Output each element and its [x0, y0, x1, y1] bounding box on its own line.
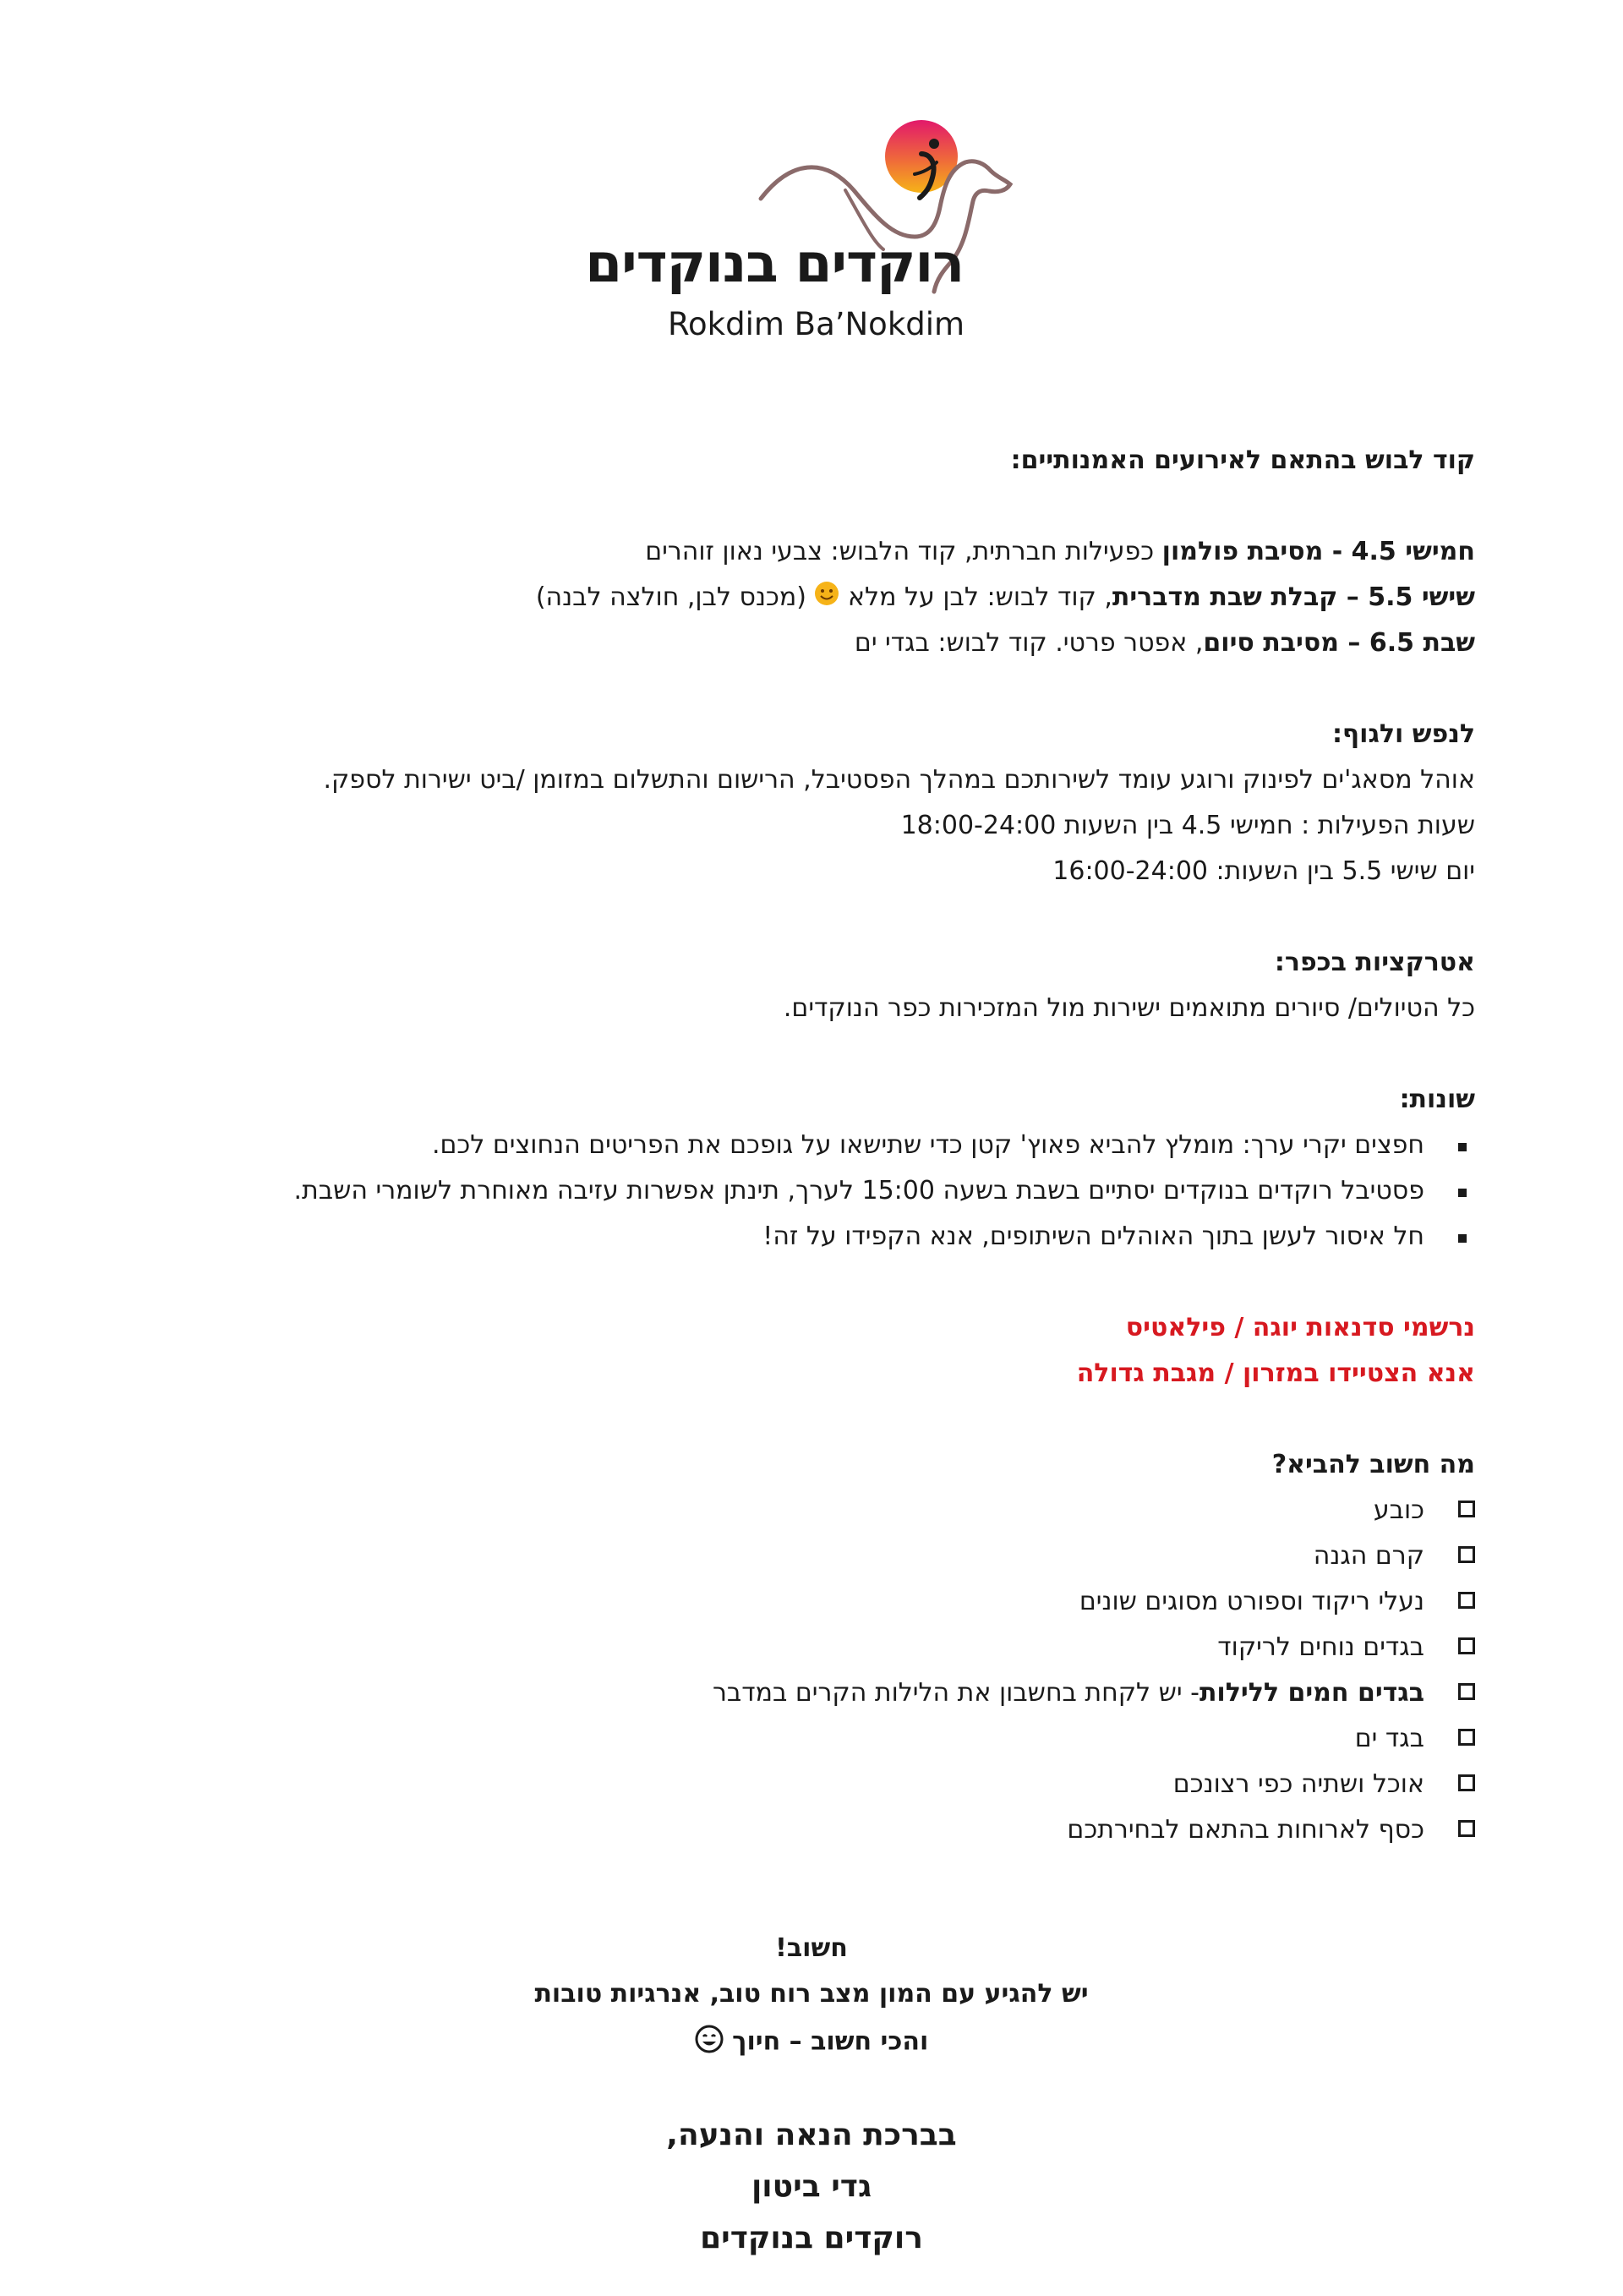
signature-greeting: בברכת הנאה והנעה,: [666, 2118, 957, 2152]
checkbox-icon: [1458, 1637, 1475, 1654]
checkbox-icon: [1458, 1546, 1475, 1563]
yoga-notice: נרשמי סדנאות יוגה / פילאטיס: [1125, 1313, 1475, 1342]
massage-tent-text: אוהל מסאג'ים לפינוק ורוגע עומד לשירותכם במהלך הפסטיבל, הרישום והתשלום במזומן /ביט ישירות לספק.: [323, 765, 1475, 795]
dress-code-thursday: [156, 529, 1475, 575]
logo-hebrew-text: רוקדים בנוקדים: [585, 232, 964, 294]
checkbox-icon: [1458, 1592, 1475, 1609]
checklist-item: בגד ים: [156, 1716, 1475, 1762]
activity-hours-thursday: שעות הפעילות : חמישי 4.5 בין השעות 18:00-24:00: [900, 811, 1475, 840]
friday-details: , קוד לבוש: לבן על מלא: [839, 582, 1112, 612]
saturday-event: שבת 6.5 – מסיבת סיום: [1203, 628, 1475, 658]
friday-event: שישי 5.5 – קבלת שבת מדברית: [1112, 582, 1475, 612]
body-soul-heading: לנפש ולגוף:: [1331, 719, 1475, 749]
important-line2-wrap: [0, 2025, 1623, 2060]
smile-emoji-icon: [814, 576, 839, 621]
bring-heading: מה חשוב להביא?: [1271, 1450, 1475, 1479]
checklist-item: בגדים נוחים לריקוד: [156, 1625, 1475, 1670]
saturday-details: , אפטר פרטי. קוד לבוש: בגדי ים: [854, 628, 1204, 658]
important-line2: והכי חשוב – חיוך: [732, 2026, 929, 2057]
thursday-details: כפעילות חברתית, קוד הלבוש: צבעי נאון זוהרים: [645, 537, 1162, 566]
attractions-text: כל הטיולים/ סיורים מתואמים ישירות מול המזכירות כפר הנוקדים.: [783, 993, 1475, 1023]
checklist-item: כסף לארוחות בהתאם לבחירתכם: [156, 1807, 1475, 1853]
checklist-item: נעלי ריקוד וספורט מסוגים שונים: [156, 1579, 1475, 1625]
dress-code-heading: קוד לבוש בהתאם לאירועים האמנותיים:: [1010, 446, 1475, 475]
document-body: [156, 438, 1475, 1853]
warm-clothes-label: בגדים חמים ללילות: [1199, 1678, 1424, 1708]
misc-heading: שונות:: [1399, 1085, 1475, 1114]
smile-emoji-icon: [695, 2025, 724, 2060]
dress-code-saturday: [156, 620, 1475, 666]
list-item: פסטיבל רוקדים בנוקדים יסתיים בשבת בשעה 15:00 לערך, תינתן אפשרות עזיבה מאוחרת לשומרי השבת.: [156, 1168, 1475, 1214]
signature-name: גדי ביטון: [751, 2169, 872, 2204]
checklist-item: אוכל ושתיה כפי רצונכם: [156, 1762, 1475, 1807]
checklist-item: קרם הגנה: [156, 1533, 1475, 1579]
logo: [585, 110, 1031, 355]
logo-english-text: Rokdim Ba’Nokdim: [668, 306, 965, 342]
thursday-event: חמישי 4.5 - מסיבת פולמון: [1161, 537, 1475, 566]
activity-hours-friday: יום שישי 5.5 בין השעות: 16:00-24:00: [1052, 856, 1475, 886]
list-item: חפצים יקרי ערך: מומלץ להביא פאוץ' קטן כדי שתישאו על גופכם את הפריטים הנחוצים לכם.: [156, 1123, 1475, 1168]
checkbox-icon: [1458, 1774, 1475, 1791]
list-item: חל איסור לעשן בתוך האוהלים השיתופים, אנא הקפידו על זה!: [156, 1214, 1475, 1260]
important-line1: יש להגיע עם המון מצב רוח טוב, אנרגיות טובות: [534, 1979, 1089, 2009]
checklist-item: כובע: [156, 1488, 1475, 1533]
checklist-item: [156, 1670, 1475, 1716]
warm-clothes-details: - יש לקחת בחשבון את הלילות הקרים במדבר: [712, 1678, 1199, 1708]
mattress-notice: אנא הצטיידו במזרון / מגבת גדולה: [1076, 1358, 1475, 1388]
checkbox-icon: [1458, 1501, 1475, 1517]
dress-code-friday: [156, 575, 1475, 620]
checkbox-icon: [1458, 1683, 1475, 1700]
important-title: חשוב!: [775, 1933, 848, 1963]
attractions-heading: אטרקציות בכפר:: [1274, 948, 1475, 977]
signature-org: רוקדים בנוקדים: [700, 2221, 923, 2255]
checkbox-icon: [1458, 1729, 1475, 1746]
checkbox-icon: [1458, 1820, 1475, 1837]
friday-details-tail: (מכנס לבן, חולצה לבנה): [535, 582, 815, 612]
